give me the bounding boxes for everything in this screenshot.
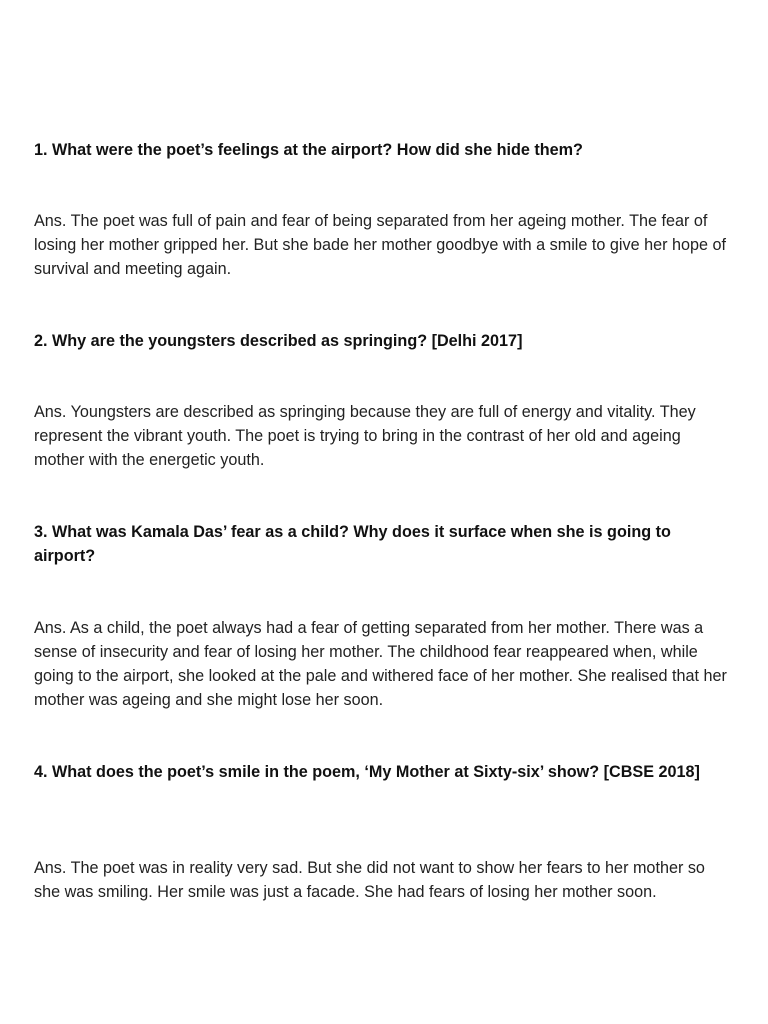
answer-3: Ans. As a child, the poet always had a fear of getting separated from her mother. There was a sense of insecurity and fear of losing her mother. The childhood fear reappeared when, while going to the airport, she looked at the pale and withered face of her mother. She realised that her mother was ageing and she might lose her soon. [34, 619, 727, 709]
question-2: 2. Why are the youngsters described as springing? [Delhi 2017] [34, 332, 523, 350]
answer-2: Ans. Youngsters are described as springing because they are full of energy and vitality. They represent the vibrant youth. The poet is trying to bring in the contrast of her old and ageing mother with the energetic youth. [34, 403, 696, 469]
question-1: 1. What were the poet’s feelings at the airport? How did she hide them? [34, 141, 583, 159]
question-3: 3. What was Kamala Das’ fear as a child? Why does it surface when she is going to airport? [34, 523, 671, 565]
answer-1: Ans. The poet was full of pain and fear of being separated from her ageing mother. The fear of losing her mother gripped her. But she bade her mother goodbye with a smile to give her hope of survival and meeting again. [34, 212, 726, 278]
answer-4: Ans. The poet was in reality very sad. But she did not want to show her fears to her mother so she was smiling. Her smile was just a facade. She had fears of losing her mother soon. [34, 859, 705, 901]
question-4: 4. What does the poet’s smile in the poem, ‘My Mother at Sixty-six’ show? [CBSE 2018] [34, 763, 700, 781]
